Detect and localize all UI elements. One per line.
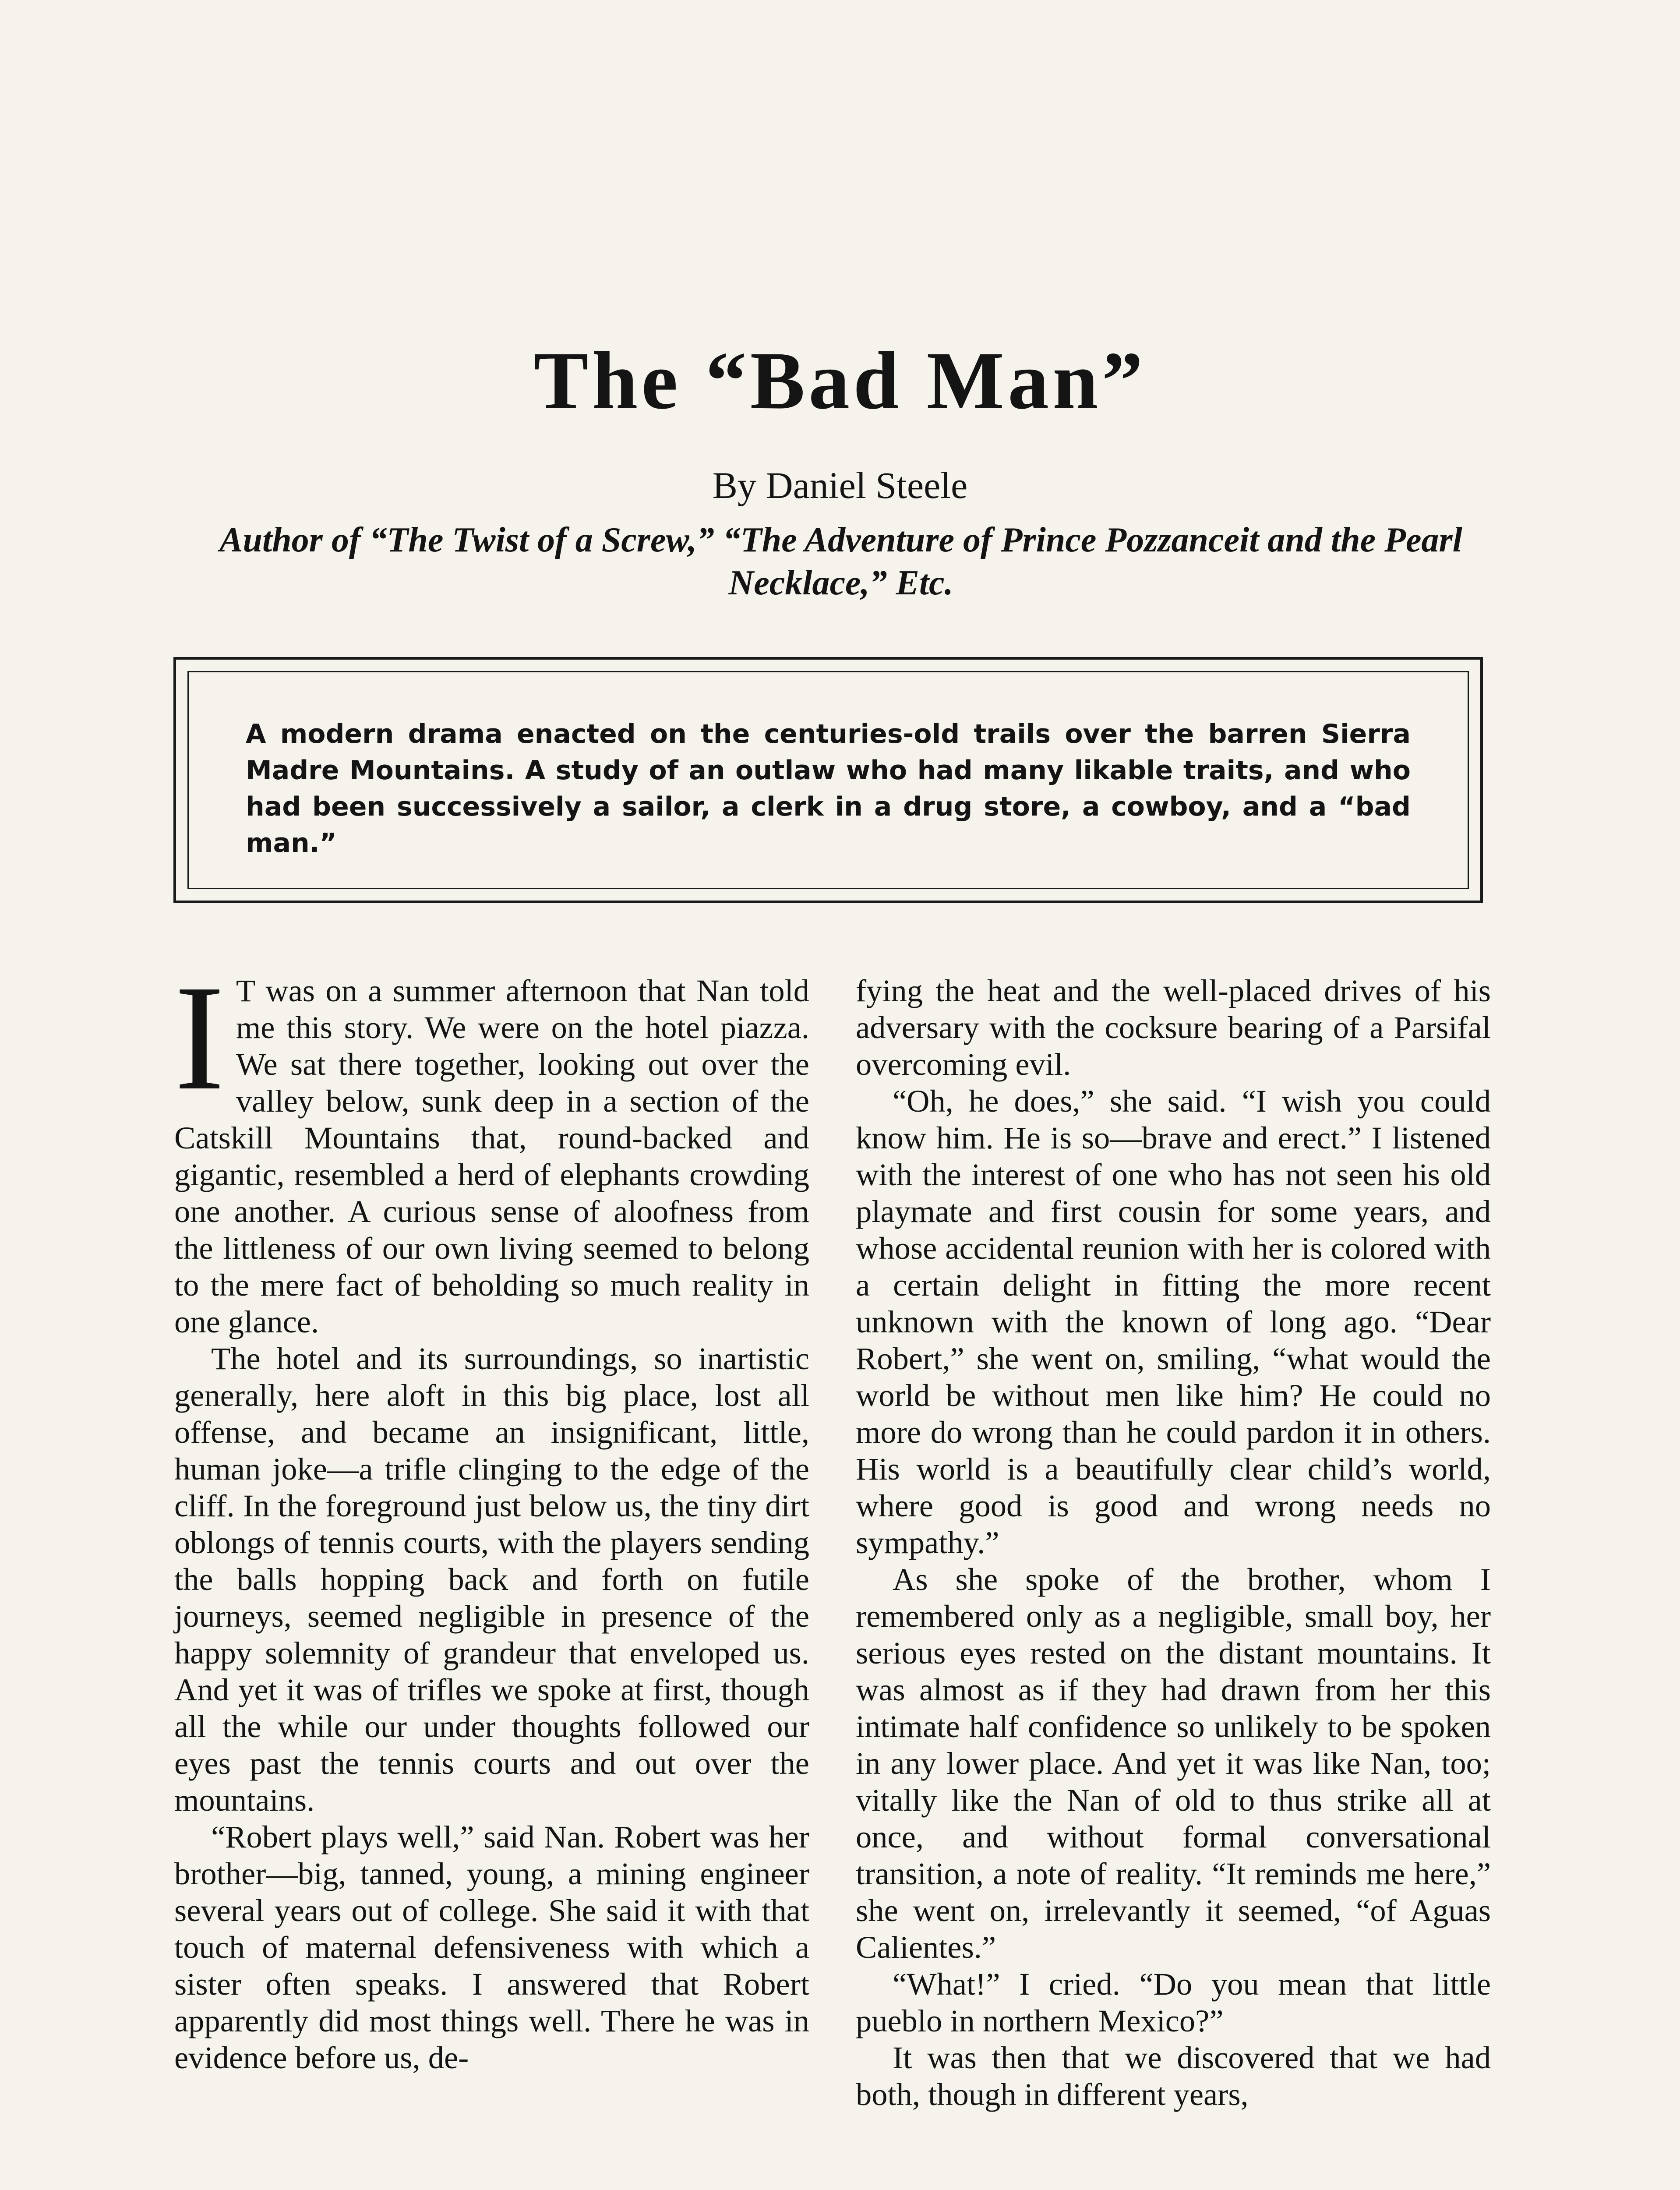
synopsis-text: A modern drama enacted on the centuries-old trails over the barren Sierra Madre Mountains. A study of an outlaw who had many likable traits, and who had been successively a sailor, a clerk in a drug store, a cowboy, and a “bad man.”: [246, 719, 1411, 858]
paragraph: “Oh, he does,” she said. “I wish you could know him. He is so—brave and erect.” I listened with the interest of one who has not seen his old playmate and first cousin for some years, and whose accidental reunion with her is colored with a certain delight in fitting the more recent unknown with the known of long ago. “Dear Robert,” she went on, smiling, “what would the world be without men like him? He could no more do wrong than he could pardon it in others. His world is a beautifully clear child’s world, where good is good and wrong needs no sympathy.”: [856, 1083, 1491, 1560]
left-column: [174, 954, 809, 2076]
paragraph: The hotel and its surroundings, so inartistic generally, here aloft in this big place, lost all offense, and became an insignificant, little, human joke—a trifle clinging to the edge of the cliff. In the foreground just below us, the tiny dirt oblongs of tennis courts, with the players sending the balls hopping back and forth on futile journeys, seemed negligible in presence of the happy solemnity of grandeur that enveloped us. And yet it was of trifles we spoke at first, though all the while our under thoughts followed our eyes past the tennis courts and out over the mountains.: [174, 1341, 809, 1818]
paragraph: As she spoke of the brother, whom I remembered only as a negligible, small boy, her serious eyes rested on the distant mountains. It was almost as if they had drawn from her this intimate half confidence so unlikely to be spoken in any lower place. And yet it was like Nan, too; vitally like the Nan of old to thus strike all at once, and without formal conversational transition, a note of reality. “It reminds me here,” she went on, irrelevantly it seemed, “of Aguas Calientes.”: [856, 1561, 1491, 1965]
synopsis-box: [173, 657, 1483, 903]
author-credits: Author of “The Twist of a Screw,” “The Adventure of Prince Pozzanceit and the Pearl Necklace,” Etc.: [219, 521, 1462, 602]
paragraph: It was then that we discovered that we had both, though in different years,: [856, 2040, 1491, 2112]
paragraph: “Robert plays well,” said Nan. Robert was her brother—big, tanned, young, a mining engineer several years out of college. She said it with that touch of maternal defensiveness with which a sister often speaks. I answered that Robert apparently did most things well. There he was in evidence before us, de-: [174, 1819, 809, 2075]
paragraph: T was on a summer afternoon that Nan told me this story. We were on the hotel piazza. We sat there together, looking out over the valley below, sunk deep in a section of the Catskill Mountains that, round-backed and gigantic, resembled a herd of elephants crowding one another. A curious sense of aloofness from the littleness of our own living seemed to belong to the mere fact of beholding so much reality in one glance.: [174, 973, 809, 1339]
paragraph: “What!” I cried. “Do you mean that little pueblo in northern Mexico?”: [856, 1966, 1491, 2038]
right-column: [856, 972, 1491, 2113]
drop-cap: I: [174, 954, 225, 1121]
paragraph: fying the heat and the well-placed drives of his adversary with the cocksure bearing of a Parsifal overcoming evil.: [856, 973, 1491, 1082]
synopsis-inner-border: [187, 671, 1469, 889]
article-title: The “Bad Man”: [533, 335, 1147, 426]
byline: By Daniel Steele: [712, 464, 968, 506]
